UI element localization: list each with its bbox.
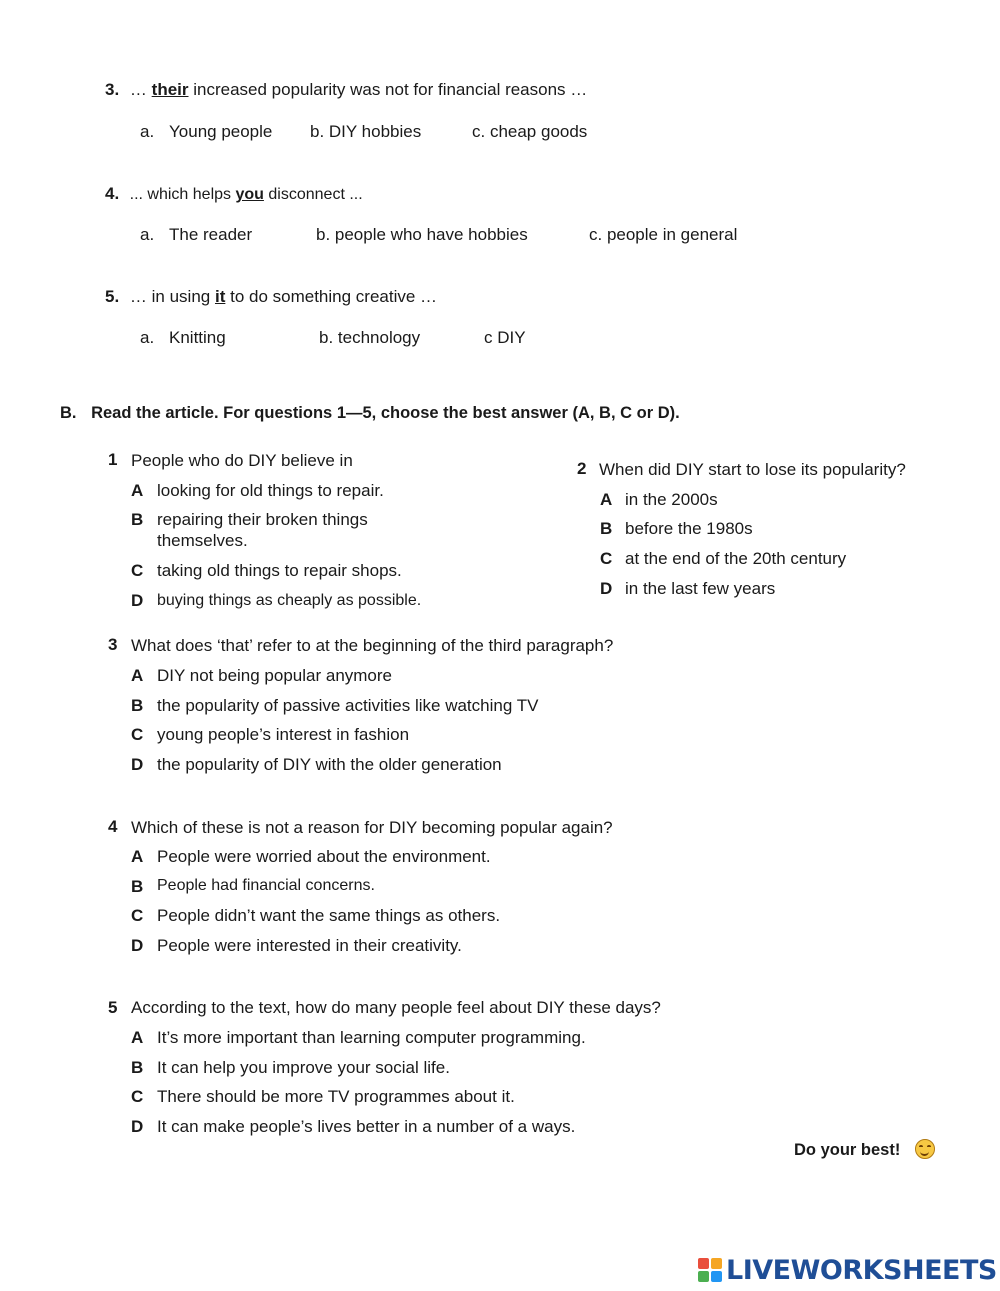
option-letter: A [131,847,144,866]
question-text: What does ‘that’ refer to at the beginning of the third paragraph? [131,636,614,655]
option-text[interactable]: the popularity of DIY with the older generation [157,755,502,774]
option-letter: B [131,510,144,529]
option-letter: C [131,561,144,580]
option-text[interactable]: There should be more TV programmes about it. [157,1087,515,1106]
option-letter: D [131,591,144,610]
question-number: 4. [105,184,120,203]
question-post: increased popularity was not for financial reasons … [193,80,588,99]
option-text[interactable]: It can make people’s lives better in a number of a ways. [157,1117,576,1136]
option-c[interactable]: c DIY [484,328,526,347]
question-text: According to the text, how do many people feel about DIY these days? [131,998,661,1017]
option-text[interactable]: It’s more important than learning computer programming. [157,1028,586,1047]
option-text[interactable]: People didn’t want the same things as others. [157,906,501,925]
option-text[interactable]: It can help you improve your social life. [157,1058,450,1077]
option-letter: B [131,696,144,715]
section-letter: B. [60,404,77,422]
option-letter: D [600,579,613,598]
reference-word: it [214,287,226,306]
reference-word: you [235,186,264,203]
question-number: 5 [108,998,118,1017]
option-text[interactable]: the popularity of passive activities like watching TV [157,696,539,715]
option-letter: A [131,1028,144,1047]
question-text: People who do DIY believe in [131,451,353,470]
section-instructions: Read the article. For questions 1—5, choose the best answer (A, B, C or D). [91,404,680,422]
option-letter: D [131,1117,144,1136]
option-a[interactable]: The reader [169,225,253,244]
option-text-continued[interactable]: themselves. [157,531,248,550]
option-letter: B [131,1058,144,1077]
option-letter: C [131,906,144,925]
question-number: 2 [577,459,587,478]
option-letter: D [131,755,144,774]
question-a5 [105,287,437,307]
option-a[interactable]: Knitting [169,328,226,347]
option-label-a: a. [140,328,155,347]
option-text[interactable]: DIY not being popular anymore [157,666,393,685]
logo-blocks-icon [698,1258,722,1282]
option-letter: A [600,490,613,509]
question-post: to do something creative … [230,287,438,306]
question-pre: ... which helps [129,186,232,203]
option-text[interactable]: buying things as cheaply as possible. [157,592,422,609]
option-letter: A [131,481,144,500]
reference-word: their [151,80,189,99]
section-b-heading [60,404,680,423]
smiling-face-icon [915,1139,935,1159]
motto: Do your best! [794,1141,901,1159]
question-post: disconnect ... [268,186,363,203]
option-label-a: a. [140,122,155,141]
option-a[interactable]: Young people [169,122,273,141]
logo-text: LIVEWORKSHEETS [726,1254,997,1286]
question-number: 4 [108,817,118,836]
option-label-a: a. [140,225,155,244]
question-text: When did DIY start to lose its popularity? [599,460,906,479]
option-text[interactable]: in the 2000s [625,490,718,509]
option-letter: D [131,936,144,955]
option-letter: B [600,519,613,538]
option-text[interactable]: People were interested in their creativity. [157,936,462,955]
option-text[interactable]: repairing their broken things [157,510,368,529]
option-b[interactable]: b. DIY hobbies [310,122,422,141]
option-text[interactable]: looking for old things to repair. [157,481,384,500]
question-pre: … in using [129,287,211,306]
option-b[interactable]: b. technology [319,328,421,347]
option-text[interactable]: before the 1980s [625,519,753,538]
question-a4 [105,184,363,204]
option-b[interactable]: b. people who have hobbies [316,225,528,244]
option-text[interactable]: in the last few years [625,579,776,598]
option-letter: B [131,877,144,896]
option-letter: A [131,666,144,685]
question-number: 3 [108,635,118,654]
option-text[interactable]: People had financial concerns. [157,877,375,894]
option-c[interactable]: c. cheap goods [472,122,588,141]
question-a3 [105,80,587,100]
option-text[interactable]: young people’s interest in fashion [157,725,410,744]
question-pre: … [129,80,147,99]
option-text[interactable]: People were worried about the environment. [157,847,491,866]
question-number: 5. [105,287,120,306]
question-number: 1 [108,450,118,469]
question-text: Which of these is not a reason for DIY becoming popular again? [131,818,613,837]
option-text[interactable]: at the end of the 20th century [625,549,847,568]
option-letter: C [600,549,613,568]
question-number: 3. [105,80,120,99]
option-text[interactable]: taking old things to repair shops. [157,561,402,580]
liveworksheets-logo [698,1254,997,1286]
option-letter: C [131,1087,144,1106]
option-c[interactable]: c. people in general [589,225,738,244]
option-letter: C [131,725,144,744]
